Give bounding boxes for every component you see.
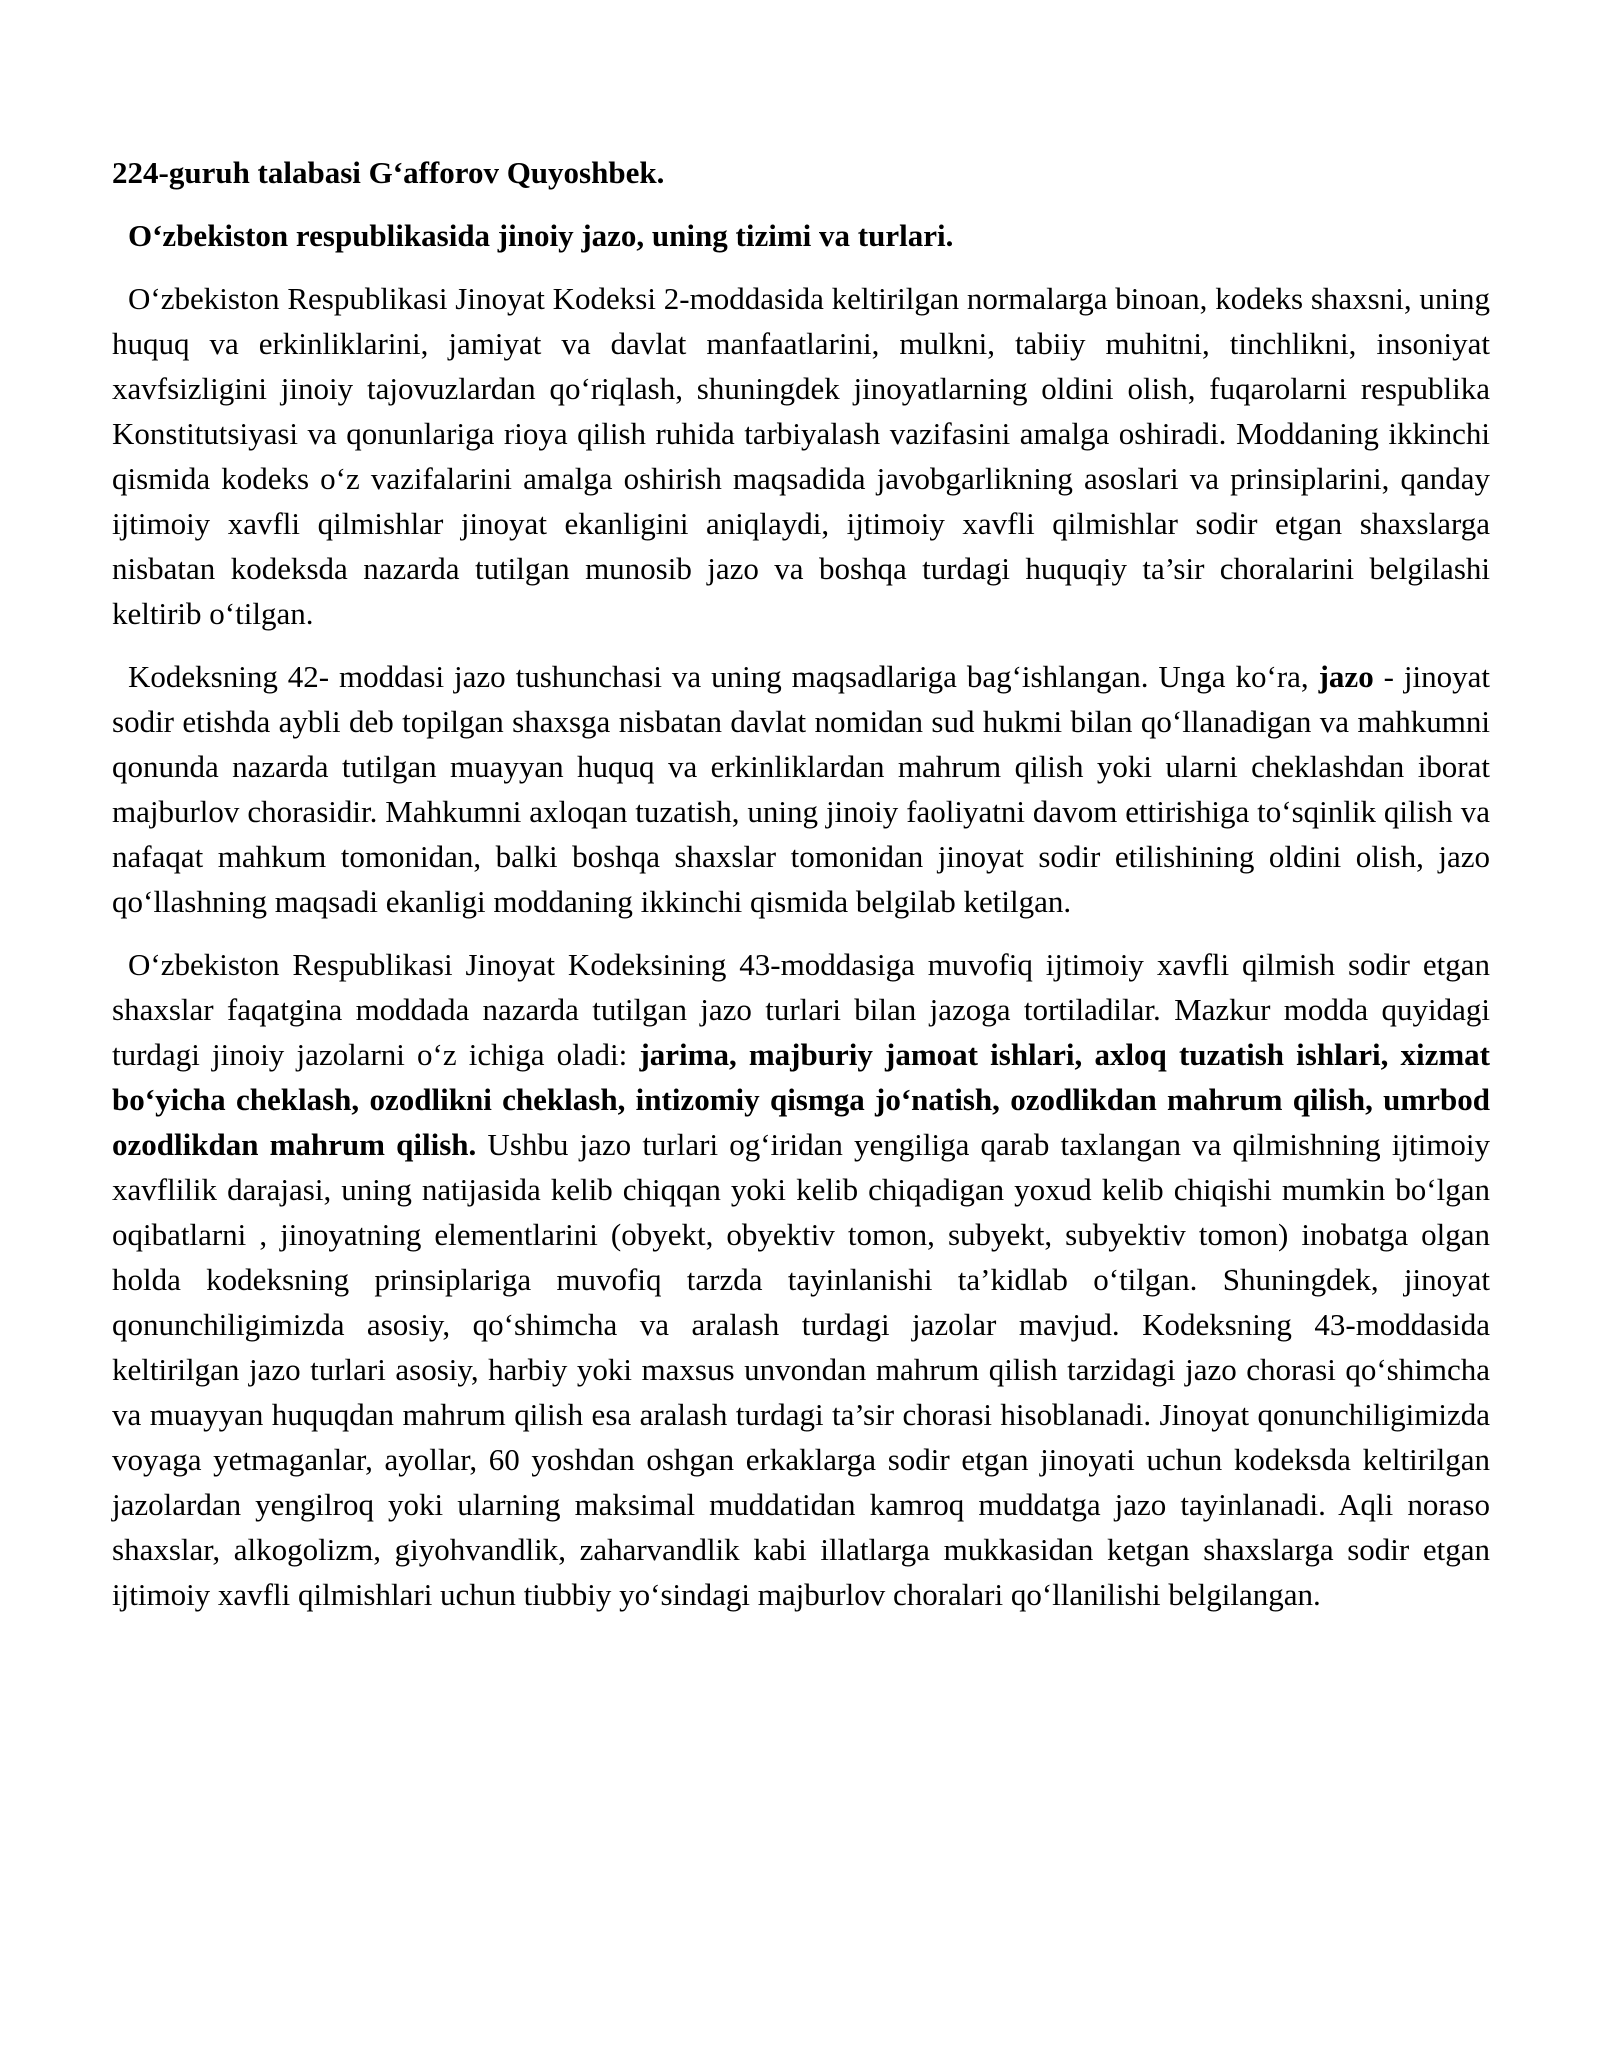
author-line: 224-guruh talabasi G‘afforov Quyoshbek. <box>112 155 665 190</box>
paragraph-2-text-end: - jinoyat sodir etishda aybli deb topilgan shaxsga nisbatan davlat nomidan sud hukmi bilan qo‘llanadigan va mahkumni qonunda nazarda tutilgan muayyan huquq va erkinliklardan mahrum qilish yoki ularni cheklashdan iborat majburlov chorasidir. Mahkumni axloqan tuzatish, uning jinoiy faoliyatni davom ettirishiga to‘sqinlik qilish va nafaqat mahkum tomonidan, balki boshqa shaxslar tomonidan jinoyat sodir etilishining oldini olish, jazo qo‘llashning maqsadi ekanligi moddaning ikkinchi qismida belgilab ketilgan. <box>112 659 1491 919</box>
paragraph-2 <box>112 654 1490 924</box>
document-title: O‘zbekiston respublikasida jinoiy jazo, uning tizimi va turlari. <box>128 218 954 253</box>
paragraph-3 <box>112 942 1490 1617</box>
paragraph-3-text-start: O‘zbekiston Respublikasi Jinoyat Kodeksining 43-moddasiga muvofiq ijtimoiy xavfli qilmish sodir etgan shaxslar faqatgina moddada nazarda tutilgan jazo turlari bilan jazoga tortiladilar. Mazkur modda quyidagi turdagi jinoiy jazolarni o‘z ichiga oladi: <box>112 947 1490 1072</box>
paragraph-1: O‘zbekiston Respublikasi Jinoyat Kodeksi 2-moddasida keltirilgan normalarga binoan, kodeks shaxsni, uning huquq va erkinliklarini, jamiyat va davlat manfaatlarini, mulkni, tabiiy muhitni, tinchlikni, insoniyat xavfsizligini jinoiy tajovuzlardan qo‘riqlash, shuningdek jinoyatlarning oldini olish, fuqarolarni respublika Konstitutsiyasi va qonunlariga rioya qilish ruhida tarbiyalash vazifasini amalga oshiradi. Moddaning ikkinchi qismida kodeks o‘z vazifalarini amalga oshirish maqsadida javobgarlikning asoslari va prinsiplarini, qanday ijtimoiy xavfli qilmishlar jinoyat ekanligini aniqlaydi, ijtimoiy xavfli qilmishlar sodir etgan shaxslarga nisbatan kodeksda nazarda tutilgan munosib jazo va boshqa turdagi huquqiy ta’sir choralarini belgilashi keltirib o‘tilgan. <box>112 281 1490 631</box>
paragraph-2-bold-term: jazo <box>1318 659 1374 694</box>
paragraph-2-text-start: Kodeksning 42- moddasi jazo tushunchasi va uning maqsadlariga bag‘ishlangan. Unga ko‘ra, <box>128 659 1319 694</box>
document-page <box>112 150 1490 1635</box>
paragraph-3-text-end: Ushbu jazo turlari og‘iridan yengiligа qarab taxlangan va qilmishning ijtimoiy xavflilik darajasi, uning natijasida kelib chiqqan yoki kelib chiqadigan yoxud kelib chiqishi mumkin bo‘lgan oqibatlarni , jinoyatning elementlarini (obyekt, obyektiv tomon, subyekt, subyektiv tomon) inobatga olgan holda kodeksning prinsiplariga muvofiq tarzda tayinlanishi ta’kidlab o‘tilgan. Shuningdek, jinoyat qonunchiligimizda asosiy, qo‘shimcha va aralash turdagi jazolar mavjud. Kodeksning 43-moddasida keltirilgan jazo turlari asosiy, harbiy yoki maxsus unvondan mahrum qilish tarzidagi jazo chorasi qo‘shimcha va muayyan huquqdan mahrum qilish esa aralash turdagi ta’sir chorasi hisoblanadi. Jinoyat qonunchiligimizda voyaga yetmaganlar, ayollar, 60 yoshdan oshgan erkaklarga sodir etgan jinoyati uchun kodeksda keltirilgan jazolardan yengilroq yoki ularning maksimal muddatidan kamroq muddatga jazo tayinlanadi. Aqli noraso shaxslar, alkogolizm, giyohvandlik, zaharvandlik kabi illatlarga mukkasidan ketgan shaxslarga sodir etgan ijtimoiy xavfli qilmishlari uchun tiubbiy yo‘sindagi majburlov choralari qo‘llanilishi belgilangan. <box>112 1127 1491 1612</box>
paragraph-3-bold-list: jarima, majburiy jamoat ishlari, axloq tuzatish ishlari, xizmat bo‘yicha cheklash, ozodlikni cheklash, intizomiy qismga jo‘natish, ozodlikdan mahrum qilish, umrbod ozodlikdan mahrum qilish. <box>112 1037 1490 1162</box>
